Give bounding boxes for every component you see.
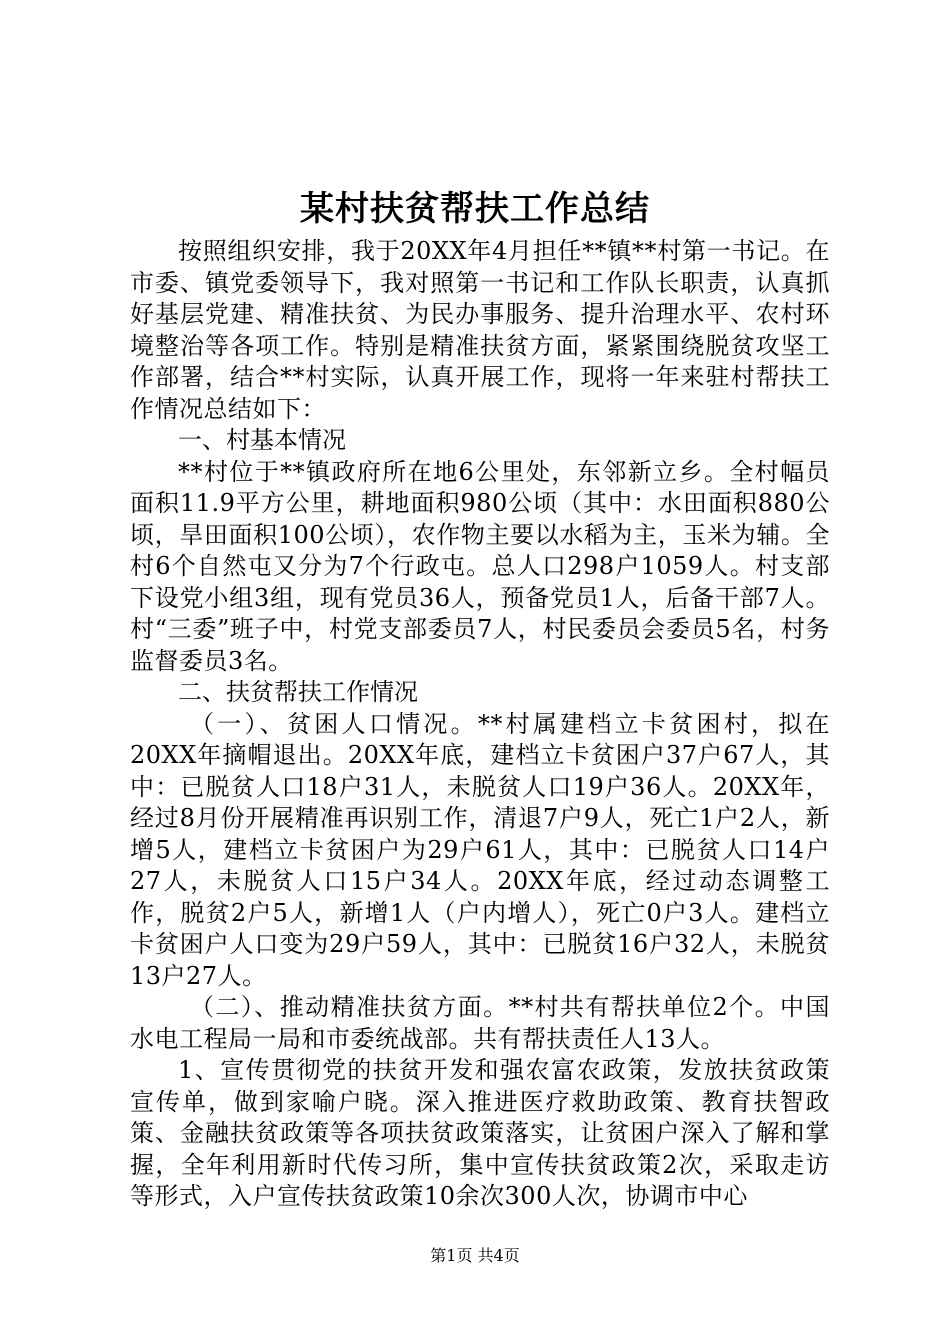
section-heading-basic-info: 一、村基本情况	[178, 426, 346, 454]
policy-publicity-paragraph: 1、宣传贯彻党的扶贫开发和强农富农政策，发放扶贫政策宣传单，做到家喻户晓。深入推进医疗救助政策、教育扶智政策、金融扶贫政策等各项扶贫政策落实，让贫困户深入了解和掌握，全年利用新时代传习所，集中宣传扶贫政策2次，采取走访等形式，入户宣传扶贫政策10余次300人次，协调市中心	[130, 1056, 830, 1210]
document-title: 某村扶贫帮扶工作总结	[300, 189, 650, 229]
page-footer: 第1页 共4页	[430, 1246, 520, 1265]
section-heading-poverty-work: 二、扶贫帮扶工作情况	[178, 678, 418, 706]
basic-info-paragraph: **村位于**镇政府所在地6公里处，东邻新立乡。全村幅员面积11.9平方公里，耕地面积980公顷（其中：水田面积880公顷，旱田面积100公顷），农作物主要以水稻为主，玉米为辅。全村6个自然屯又分为7个行政屯。总人口298户1059人。村支部下设党小组3组，现有党员36人，预备党员1人，后备干部7人。村“三委”班子中，村党支部委员7人，村民委员会委员5名，村务监督委员3名。	[130, 457, 830, 675]
intro-paragraph: 按照组织安排，我于20XX年4月担任**镇**村第一书记。在市委、镇党委领导下，我对照第一书记和工作队长职责，认真抓好基层党建、精准扶贫、为民办事服务、提升治理水平、农村环境整治等各项工作。特别是精准扶贫方面，紧紧围绕脱贫攻坚工作部署，结合**村实际，认真开展工作，现将一年来驻村帮扶工作情况总结如下：	[130, 237, 830, 423]
precision-poverty-paragraph: （二）、推动精准扶贫方面。**村共有帮扶单位2个。中国水电工程局一局和市委统战部。共有帮扶责任人13人。	[130, 993, 830, 1053]
poverty-population-paragraph: （一）、贫困人口情况。**村属建档立卡贫困村，拟在20XX年摘帽退出。20XX年底，建档立卡贫困户37户67人，其中：已脱贫人口18户31人，未脱贫人口19户36人。20XX年，经过8月份开展精准再识别工作，清退7户9人，死亡1户2人，新增5人，建档立卡贫困户为29户61人，其中：已脱贫人口14户27人，未脱贫人口15户34人。20XX年底，经过动态调整工作，脱贫2户5人，新增1人（户内增人），死亡0户3人。建档立卡贫困户人口变为29户59人，其中：已脱贫16户32人，未脱贫13户27人。	[130, 709, 830, 990]
document-body	[130, 236, 830, 1213]
